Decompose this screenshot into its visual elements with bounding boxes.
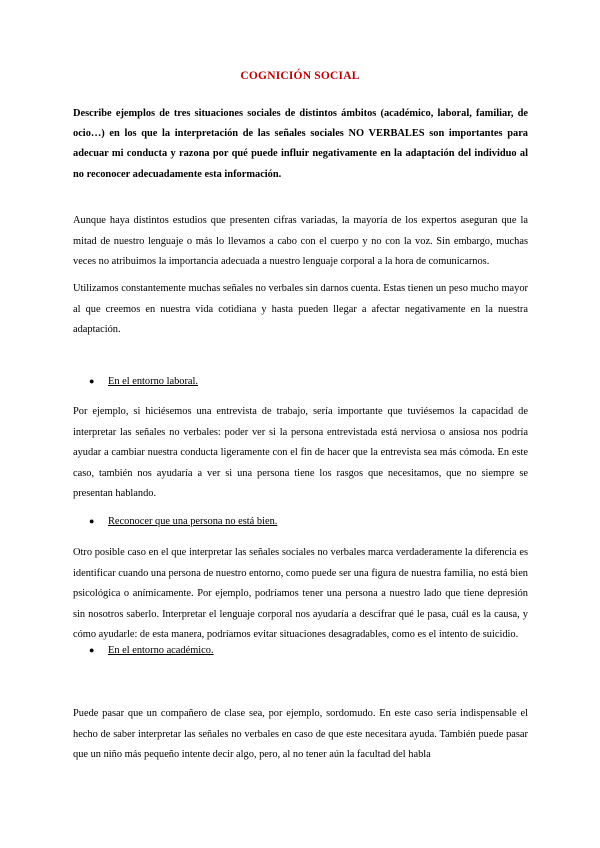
paragraph-nonverbal-signals: Utilizamos constantemente muchas señales no verbales sin darnos cuenta. Estas tienen un peso mucho mayor al que creemos en nuestra vida cotidiana y hasta pueden llegar a afectar negativamente en la nuestra adaptación. [73, 283, 528, 335]
bullet-label: Reconocer que una persona no está bien. [108, 516, 278, 527]
paragraph-laboral-example: Por ejemplo, si hiciésemos una entrevista de trabajo, sería importante que tuviésemos la capacidad de interpretar las señales no verbales: poder ver si la persona entrevistada está nerviosa o ansiosa nos podría ayudar a cambiar nuestra conducta ligeramente con el fin de hacer que la entrevista sea más cómoda. En este caso, también nos ayudaría a ver si una persona tiene los rasgos que necesitamos, que no siempre se presentan hablando. [73, 406, 528, 499]
bullet-label: En el entorno laboral. [108, 376, 199, 387]
bullet-item-academico [89, 640, 214, 661]
bullet-label: En el entorno académico. [108, 645, 214, 656]
bullet-icon: ● [89, 645, 95, 655]
bullet-icon: ● [89, 516, 95, 526]
paragraph-familiar-example: Otro posible caso en el que interpretar las señales sociales no verbales marca verdaderamente la diferencia es identificar cuando una persona de nuestro entorno, como puede ser una figura de nuestra familia, no está bien psicológica o anímicamente. Por ejemplo, podríamos tener una persona a nuestro lado que tiene depresión sin nosotros saberlo. Interpretar el lenguaje corporal nos ayudaría a descifrar qué le pasa, cuál es la causa, y cómo ayudarle: de esta manera, podríamos evitar situaciones desagradables, como es el intento de suicidio. [73, 547, 529, 640]
bullet-item-familiar [89, 511, 277, 532]
bullet-item-laboral [89, 371, 198, 392]
assignment-prompt: Describe ejemplos de tres situaciones sociales de distintos ámbitos (académico, laboral, familiar, de ocio…) en los que la interpretación de las señales sociales NO VERBALES son importantes para adecuar mi conducta y razona por qué puede influir negativamente en la adaptación del individuo al no reconocer adecuadamente esta información. [73, 108, 528, 180]
paragraph-intro: Aunque haya distintos estudios que presenten cifras variadas, la mayoría de los expertos aseguran que la mitad de nuestro lenguaje o más lo llevamos a cabo con el cuerpo y no con la voz. Sin embargo, muchas veces no atribuimos la importancia adecuada a nuestro lenguaje corporal a la hora de comunicarnos. [73, 215, 528, 267]
bullet-icon: ● [89, 376, 95, 386]
paragraph-academico-example: Puede pasar que un compañero de clase sea, por ejemplo, sordomudo. En este caso sería indispensable el hecho de saber interpretar las señales no verbales en caso de que este necesitara ayuda. También puede pasar que un niño más pequeño intente decir algo, pero, al no tener aún la facultad del habla [73, 708, 528, 760]
document-title: COGNICIÓN SOCIAL [240, 70, 360, 82]
